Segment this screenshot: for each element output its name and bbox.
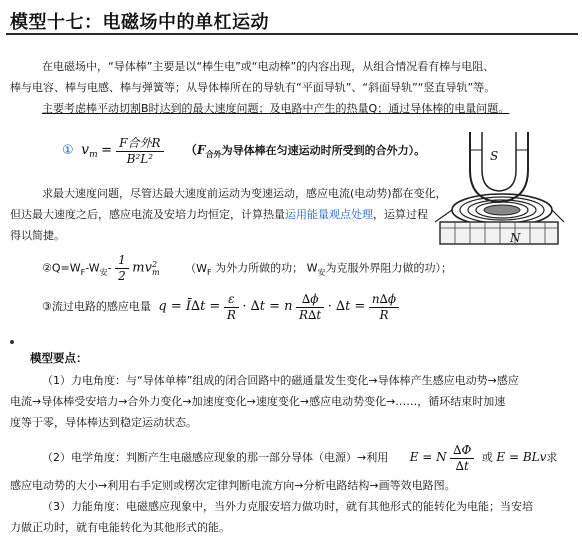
para2-line-2c: ，运算过程 [373, 208, 428, 221]
point-1-line-2: 电流→导体棒受安培力→合外力变化→加速度变化→速度变化→感应电动势变化→……，循环结束时加速 [10, 395, 506, 408]
formula-2-minus: -W [85, 261, 100, 275]
formula-2-tail: mv [132, 260, 152, 276]
point-2-tail: 求 [546, 451, 558, 464]
formula-3-frac-1 [224, 292, 239, 323]
point-2-formula-2: E = BLv [496, 450, 547, 464]
formula-3-f2-num: ∆ϕ [296, 292, 324, 308]
formula-1-lhs-sub: m [89, 150, 98, 161]
formula-3-f1-den: R [226, 307, 236, 322]
formula-2-sub1: F [80, 267, 86, 277]
point-1-line-1: （1）力电角度：与“导体单棒”组成的闭合回路中的磁通量发生变化→导体棒产生感应电动势→感应 [42, 374, 519, 387]
para2-line-2-highlight: 运用能量观点处理 [285, 208, 373, 221]
formula-1-note-f: F [197, 143, 206, 157]
section-heading: 模型要点： [30, 351, 88, 365]
formula-1-fraction [116, 136, 163, 167]
formula-2-note: （W [185, 261, 208, 275]
formula-2-num: 1 [115, 253, 129, 269]
formula-3 [42, 287, 399, 327]
page-title: 模型十七：电磁场中的单杠运动 [10, 12, 269, 33]
point-2-formula-e: E = N [409, 450, 447, 464]
formula-3-f2-den: R∆t [298, 307, 322, 322]
formula-2-minus2: - [107, 261, 112, 275]
formula-3-f3-num: n∆ϕ [369, 292, 399, 308]
formula-2-tail-sup: 2 [151, 260, 158, 269]
formula-2-note-sub2: 安 [317, 267, 326, 277]
intro-line-3: 主要考虑棒平动切割B时达到的最大速度问题；及电路中产生的热量Q；通过导体棒的电量问题。 [42, 102, 510, 115]
para2-line-2 [10, 206, 428, 223]
formula-3-prefix: ③流过电路的感应电量 [42, 300, 151, 313]
formula-1-note-open: （ [185, 143, 198, 157]
para2-line-3: 得以简捷。 [10, 229, 65, 242]
magnet-label-n: N [510, 231, 521, 245]
formula-1-denominator: B²L² [126, 151, 154, 166]
formula-2 [42, 247, 452, 283]
formula-3-mid1: · ∆t = n [242, 299, 293, 314]
point-2-or: 或 [481, 451, 493, 464]
title-rule [6, 33, 578, 35]
point-3-line-1: （3）力能角度：电磁感应现象中，当外力克服安培力做功时，就有其他形式的能转化为电能；当安培 [42, 500, 533, 513]
formula-2-tail-sub: m [152, 267, 160, 277]
point-2-line-2: 感应电动势的大小→利用右手定则或楞次定律判断电流方向→分析电路结构→画等效电路图。 [10, 479, 456, 492]
point-2-frac-den: ∆t [455, 458, 469, 473]
formula-2-lhs: ②Q=W [42, 261, 81, 275]
formula-2-note-end: 为克服外界阻力做的功）； [325, 261, 452, 275]
point-2-frac-num: ∆Φ [450, 443, 474, 459]
formula-2-den: 2 [118, 269, 126, 284]
intro-line-1: 在电磁场中，“导体棒”主要是以“棒生电”或“电动棒”的内容出现，从组合情况看有棒与电阻、 [42, 60, 495, 73]
formula-2-sub2: 安 [99, 267, 108, 277]
formula-3-f1-num: ε [224, 292, 239, 308]
formula-1-note-sub: 合外 [205, 150, 222, 160]
formula-1: ① $v_m$ = $\frac{\text{F合外R}}{\text{B²L²}}$ （$F_{合外}$为导体棒在匀速运动时所受到的合外力）。 [62, 135, 426, 166]
point-2-line-1a: （2）电学角度：判断产生电磁感应现象的那一部分导体（电源）→利用 [42, 451, 389, 464]
formula-3-frac-3 [369, 292, 399, 323]
point-3-line-2: 力做正功时，就有电能转化为其他形式的能。 [10, 521, 230, 534]
formula-2-fraction [115, 253, 129, 284]
formula-2-note-sub1: F [207, 267, 212, 277]
formula-1-lhs: v [81, 142, 90, 158]
formula-3-mid2: · ∆t = [327, 299, 366, 314]
formula-1-note-text: 为导体棒在匀速运动时所受到的合外力）。 [221, 144, 426, 157]
para2-line-1: 求最大速度问题，尽管达最大速度前运动为变速运动，感应电流(电动势)都在变化， [42, 187, 447, 200]
point-1-line-3: 度等于零，导体棒达到稳定运动状态。 [10, 416, 197, 429]
intro-line-2: 棒与电容、棒与电感、棒与弹簧等；从导体棒所在的导轨有“平面导轨”、“斜面导轨”“竖直导轨”等。 [10, 81, 496, 94]
point-2-line-1 [42, 437, 557, 477]
formula-1-numerator: F合外R [116, 136, 163, 152]
para2-line-2a: 但达最大速度之后，感应电流及安培力均恒定，计算热量 [10, 208, 285, 221]
formula-2-note-mid: 为外力所做的功； W [211, 261, 318, 275]
point-2-fraction [450, 443, 474, 474]
magnet-coil-illustration [430, 130, 568, 248]
formula-3-q: q = Ī∆t = [158, 299, 221, 314]
formula-1-marker: ① [62, 143, 74, 158]
magnet-coil-figure [430, 130, 568, 248]
formula-3-f3-den: R [379, 307, 389, 322]
magnet-label-s: S [490, 149, 499, 163]
section-dot [10, 340, 14, 344]
formula-3-frac-2 [296, 292, 324, 323]
